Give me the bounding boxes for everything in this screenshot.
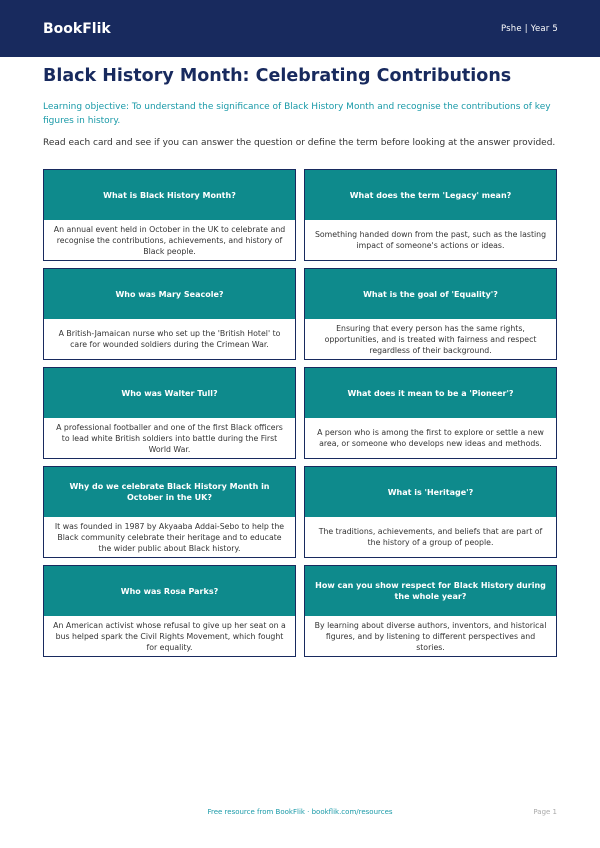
header-bar	[0, 0, 600, 57]
card-question: What is 'Heritage'?	[305, 467, 556, 517]
card-question: Why do we celebrate Black History Month in October in the UK?	[44, 467, 295, 517]
flashcard	[43, 268, 296, 360]
card-question: What is Black History Month?	[44, 170, 295, 220]
flashcard	[304, 367, 557, 459]
card-question: What is the goal of 'Equality'?	[305, 269, 556, 319]
learning-objective: Learning objective: To understand the significance of Black History Month and recognise the contributions of key figures in history.	[43, 102, 551, 126]
card-answer: It was founded in 1987 by Akyaaba Addai-Sebo to help the Black community celebrate their heritage and to educate the wider public about Black history.	[54, 521, 285, 553]
page-title: Black History Month: Celebrating Contributions	[43, 66, 512, 86]
brand-logo[interactable]: BookFlik	[43, 20, 111, 37]
flashcard	[304, 268, 557, 360]
card-answer: A British-Jamaican nurse who set up the 'British Hotel' to care for wounded soldiers during the Crimean War.	[58, 329, 281, 349]
card-answer: A person who is among the first to explore or settle a new area, or someone who develops new ideas and methods.	[317, 428, 544, 448]
card-answer: The traditions, achievements, and beliefs that are part of the history of a group of people.	[318, 527, 543, 547]
flashcard	[43, 367, 296, 459]
instructions: Read each card and see if you can answer the question or define the term before looking at the answer provided.	[43, 138, 556, 148]
page-number: Page 1	[533, 808, 557, 816]
card-answer: By learning about diverse authors, inventors, and historical figures, and by listening to different perspectives and stories.	[314, 620, 547, 652]
flashcard	[43, 565, 296, 657]
flashcard	[43, 169, 296, 261]
card-question: What does the term 'Legacy' mean?	[305, 170, 556, 220]
card-question: Who was Mary Seacole?	[44, 269, 295, 319]
card-answer: Something handed down from the past, such as the lasting impact of someone's actions or ideas.	[314, 230, 547, 250]
card-question: Who was Rosa Parks?	[44, 566, 295, 616]
card-answer: An American activist whose refusal to give up her seat on a bus helped spark the Civil Rights Movement, which fought for equality.	[53, 620, 286, 652]
flashcard-grid	[43, 169, 557, 657]
breadcrumb: Pshe | Year 5	[501, 23, 558, 34]
flashcard	[304, 565, 557, 657]
card-answer: A professional footballer and one of the first Black officers to lead white British soldiers into battle during the First World War.	[56, 422, 283, 454]
card-question: What does it mean to be a 'Pioneer'?	[305, 368, 556, 418]
flashcard	[43, 466, 296, 558]
flashcard	[304, 169, 557, 261]
card-answer: An annual event held in October in the UK to celebrate and recognise the contributions, achievements, and history of Black people.	[53, 224, 286, 256]
footer-text[interactable]: Free resource from BookFlik · bookflik.com/resources	[207, 808, 393, 816]
flashcard	[304, 466, 557, 558]
card-question: How can you show respect for Black History during the whole year?	[305, 566, 556, 616]
card-answer: Ensuring that every person has the same rights, opportunities, and is treated with fairness and respect regardless of their background.	[324, 323, 537, 355]
card-question: Who was Walter Tull?	[44, 368, 295, 418]
